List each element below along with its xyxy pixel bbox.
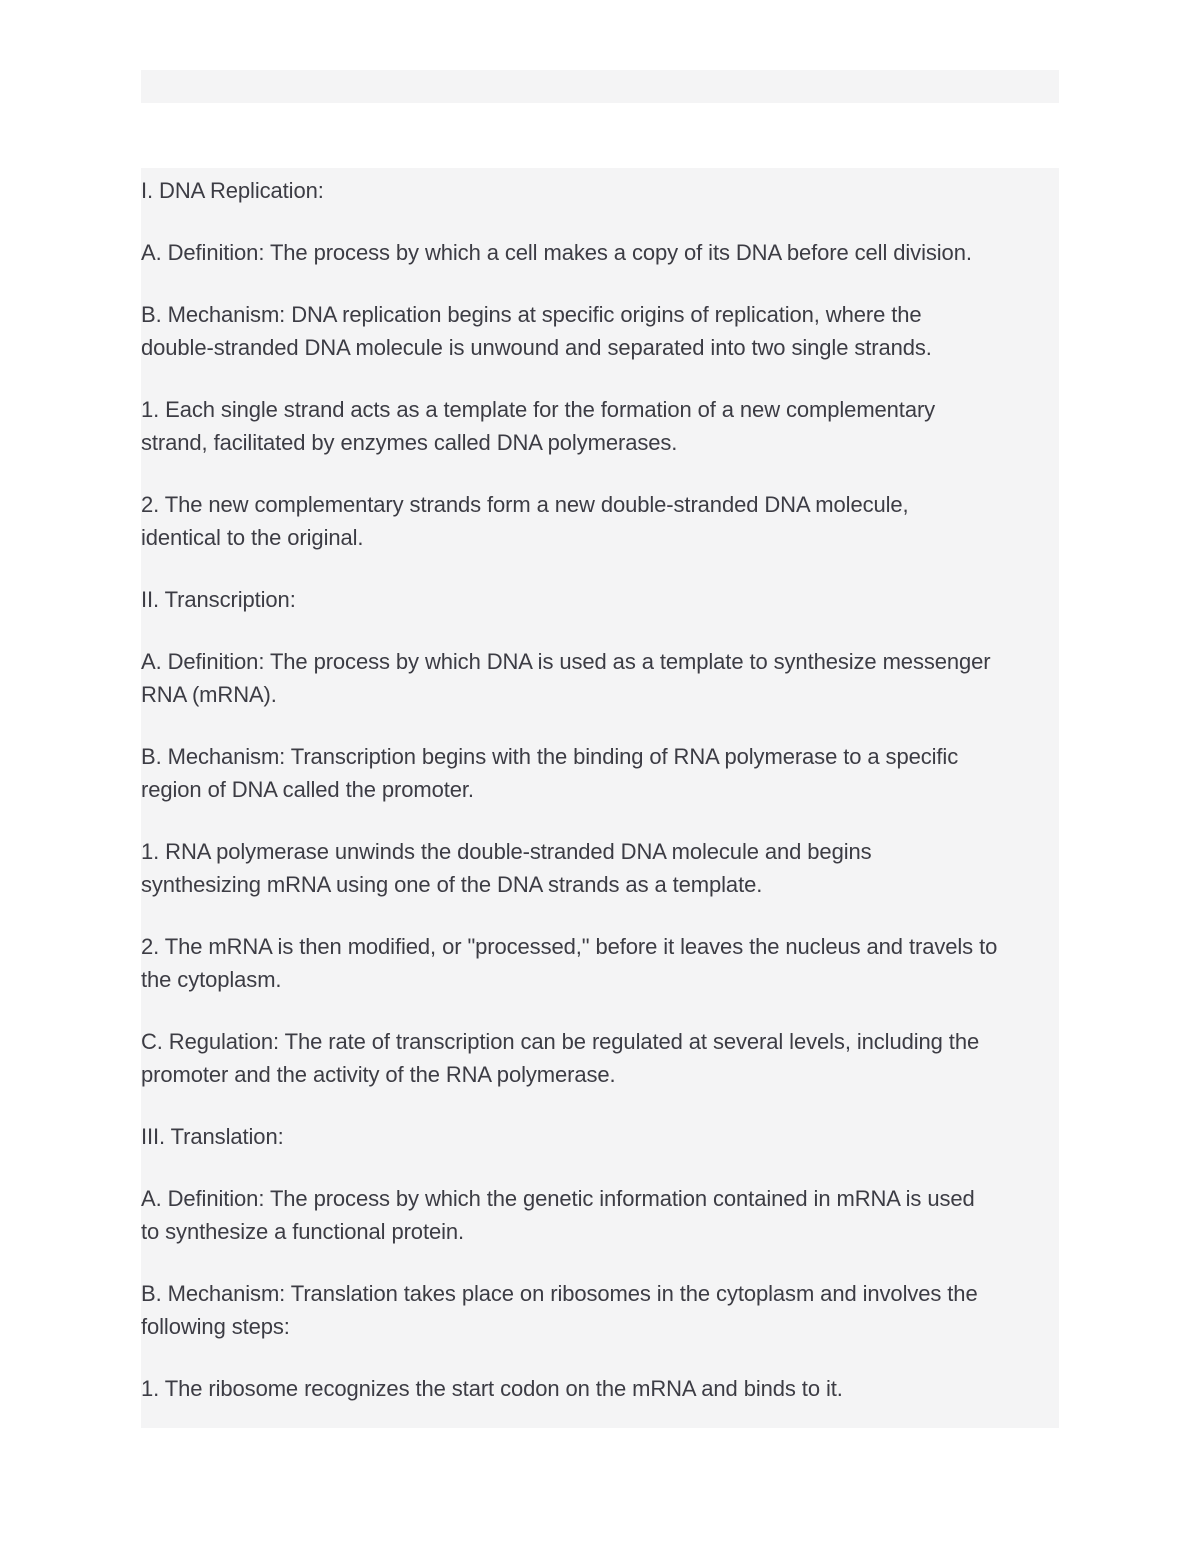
text-line: B. Mechanism: DNA replication begins at specific origins of replication, where the bbox=[141, 302, 922, 327]
paragraph bbox=[141, 645, 1059, 711]
text-line: III. Translation: bbox=[141, 1124, 284, 1149]
text-line: B. Mechanism: Transcription begins with the binding of RNA polymerase to a specific bbox=[141, 744, 959, 769]
paragraph bbox=[141, 835, 1059, 901]
text-line: A. Definition: The process by which a cell makes a copy of its DNA before cell division. bbox=[141, 240, 972, 265]
paragraph bbox=[141, 1277, 1059, 1343]
section-heading-transcription bbox=[141, 583, 1059, 616]
text-line: 2. The new complementary strands form a new double-stranded DNA molecule, bbox=[141, 492, 909, 517]
text-line: 1. RNA polymerase unwinds the double-stranded DNA molecule and begins bbox=[141, 839, 872, 864]
paragraph bbox=[141, 740, 1059, 806]
paragraph bbox=[141, 236, 1059, 269]
paragraph bbox=[141, 1182, 1059, 1248]
text-line: synthesizing mRNA using one of the DNA strands as a template. bbox=[141, 872, 763, 897]
paragraph bbox=[141, 1025, 1059, 1091]
text-line: following steps: bbox=[141, 1314, 290, 1339]
text-line: the cytoplasm. bbox=[141, 967, 282, 992]
text-line: strand, facilitated by enzymes called DNA polymerases. bbox=[141, 430, 678, 455]
text-line: 1. Each single strand acts as a template for the formation of a new complementary bbox=[141, 397, 936, 422]
header-band bbox=[141, 70, 1059, 103]
text-line: RNA (mRNA). bbox=[141, 682, 277, 707]
text-line: II. Transcription: bbox=[141, 587, 296, 612]
document-body bbox=[141, 168, 1059, 1428]
text-line: identical to the original. bbox=[141, 525, 364, 550]
paragraph bbox=[141, 1372, 1059, 1405]
text-line: C. Regulation: The rate of transcription can be regulated at several levels, including the bbox=[141, 1029, 980, 1054]
text-line: 2. The mRNA is then modified, or "processed," before it leaves the nucleus and travels to bbox=[141, 934, 998, 959]
text-line: B. Mechanism: Translation takes place on ribosomes in the cytoplasm and involves the bbox=[141, 1281, 978, 1306]
text-line: 1. The ribosome recognizes the start codon on the mRNA and binds to it. bbox=[141, 1376, 843, 1401]
paragraph bbox=[141, 298, 1059, 364]
text-line: promoter and the activity of the RNA polymerase. bbox=[141, 1062, 616, 1087]
paragraph bbox=[141, 930, 1059, 996]
text-line: double-stranded DNA molecule is unwound and separated into two single strands. bbox=[141, 335, 932, 360]
text-line: to synthesize a functional protein. bbox=[141, 1219, 465, 1244]
text-line: A. Definition: The process by which DNA is used as a template to synthesize messenger bbox=[141, 649, 991, 674]
paragraph bbox=[141, 393, 1059, 459]
section-heading-translation bbox=[141, 1120, 1059, 1153]
text-line: A. Definition: The process by which the genetic information contained in mRNA is used bbox=[141, 1186, 975, 1211]
paragraph bbox=[141, 488, 1059, 554]
section-heading-dna-replication bbox=[141, 174, 1059, 207]
text-line: I. DNA Replication: bbox=[141, 178, 324, 203]
text-line: region of DNA called the promoter. bbox=[141, 777, 474, 802]
